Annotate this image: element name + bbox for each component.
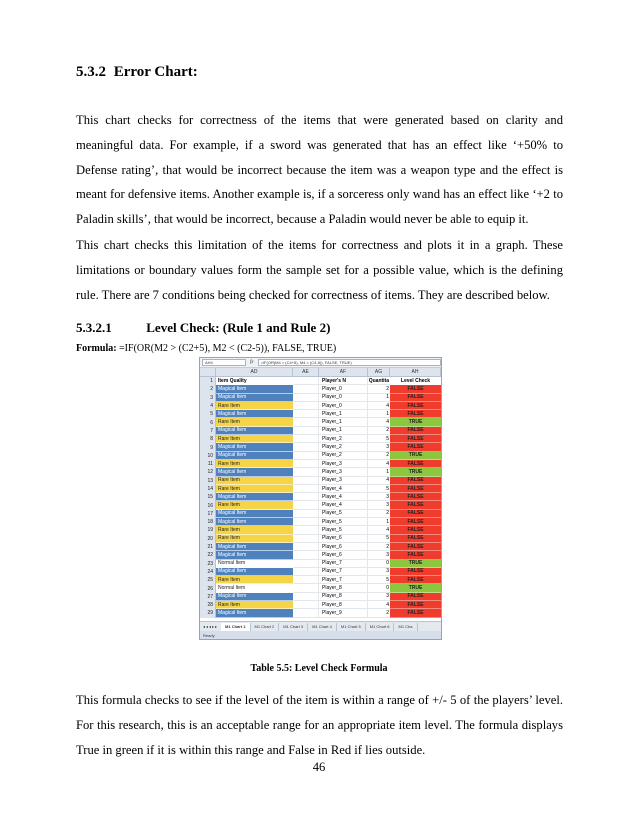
player-cell[interactable]: Player_5 bbox=[319, 510, 368, 518]
level-check-cell[interactable]: FALSE bbox=[390, 593, 441, 601]
section-number: 5.3.2 bbox=[76, 64, 106, 80]
row-number[interactable]: 14 bbox=[200, 485, 216, 493]
quantity-cell[interactable]: 2 bbox=[368, 427, 390, 435]
column-header[interactable]: AG bbox=[368, 368, 390, 376]
item-quality-cell[interactable]: Rare Item bbox=[216, 477, 293, 485]
row-number[interactable]: 28 bbox=[200, 601, 216, 609]
table-row bbox=[200, 526, 441, 534]
sheet-nav-arrows-icon[interactable]: ◂◂◂▸▸ bbox=[203, 624, 219, 629]
player-cell[interactable]: Player_2 bbox=[319, 452, 368, 460]
table-row bbox=[200, 535, 441, 543]
level-check-cell[interactable]: FALSE bbox=[390, 535, 441, 543]
player-cell[interactable]: Player_2 bbox=[319, 435, 368, 443]
level-check-cell[interactable]: FALSE bbox=[390, 477, 441, 485]
quantity-cell[interactable]: 3 bbox=[368, 443, 390, 451]
fx-icon: fx bbox=[250, 360, 254, 365]
subsection-number: 5.3.2.1 bbox=[76, 320, 112, 335]
row-number[interactable]: 10 bbox=[200, 452, 216, 460]
item-quality-cell[interactable]: Rare Item bbox=[216, 402, 293, 410]
table-row bbox=[200, 418, 441, 426]
row-number[interactable]: 11 bbox=[200, 460, 216, 468]
item-quality-cell[interactable]: Normal Item bbox=[216, 584, 293, 592]
quantity-cell[interactable]: 5 bbox=[368, 435, 390, 443]
player-cell[interactable]: Player_3 bbox=[319, 477, 368, 485]
empty-cell[interactable] bbox=[293, 385, 319, 393]
quantity-cell[interactable]: 3 bbox=[368, 501, 390, 509]
empty-cell[interactable] bbox=[293, 410, 319, 418]
player-cell[interactable]: Player_0 bbox=[319, 385, 368, 393]
row-number[interactable]: 23 bbox=[200, 560, 216, 568]
player-cell[interactable]: Player_3 bbox=[319, 460, 368, 468]
table-row bbox=[200, 493, 441, 501]
empty-cell[interactable] bbox=[293, 427, 319, 435]
formula-label: Formula: bbox=[76, 343, 117, 354]
player-cell[interactable]: Player_3 bbox=[319, 468, 368, 476]
table-row bbox=[200, 410, 441, 418]
row-number[interactable]: 15 bbox=[200, 493, 216, 501]
sheet-tab[interactable]: M1 Chart 6 bbox=[366, 623, 395, 631]
empty-cell[interactable] bbox=[293, 485, 319, 493]
quantity-cell[interactable]: 2 bbox=[368, 385, 390, 393]
player-cell[interactable]: Player_8 bbox=[319, 601, 368, 609]
paragraph-intro: This chart checks for correctness of the items that were generated based on clarity and meaningful data. For example, if a sword was generated that has an effect like ‘+50% to Defense rating’, that would be incorrect because the item was a weapon type and the effect is meant for defensive items. Another example is, if a sorceress only wand has an effect like ‘+2 to Paladin skills’, that would be incorrect, because a Paladin would never be able to equip it. bbox=[76, 113, 563, 227]
level-check-cell[interactable]: FALSE bbox=[390, 385, 441, 393]
sheet-tab[interactable]: M1 Cha bbox=[394, 623, 417, 631]
empty-cell[interactable] bbox=[293, 510, 319, 518]
empty-cell[interactable] bbox=[293, 435, 319, 443]
table-row bbox=[200, 551, 441, 559]
player-cell[interactable]: Player_7 bbox=[319, 576, 368, 584]
row-number[interactable]: 6 bbox=[200, 418, 216, 426]
level-check-cell[interactable]: FALSE bbox=[390, 518, 441, 526]
item-quality-cell[interactable]: Magical Item bbox=[216, 452, 293, 460]
empty-cell[interactable] bbox=[293, 543, 319, 551]
empty-cell[interactable] bbox=[293, 584, 319, 592]
level-check-cell[interactable]: FALSE bbox=[390, 427, 441, 435]
formula-bar bbox=[200, 358, 441, 368]
quantity-cell[interactable]: 3 bbox=[368, 568, 390, 576]
row-number[interactable]: 1 bbox=[200, 377, 216, 385]
quantity-cell[interactable]: 1 bbox=[368, 468, 390, 476]
quantity-cell[interactable]: 4 bbox=[368, 477, 390, 485]
player-cell[interactable]: Player_5 bbox=[319, 518, 368, 526]
item-quality-cell[interactable]: Magical Item bbox=[216, 427, 293, 435]
subsection-heading bbox=[76, 320, 330, 336]
quantity-cell[interactable]: 5 bbox=[368, 576, 390, 584]
row-number[interactable]: 25 bbox=[200, 576, 216, 584]
quantity-cell[interactable]: 3 bbox=[368, 493, 390, 501]
table-row bbox=[200, 427, 441, 435]
table-caption: Table 5.5: Level Check Formula bbox=[250, 663, 388, 674]
empty-cell[interactable] bbox=[293, 593, 319, 601]
formula-line bbox=[76, 343, 336, 354]
player-cell[interactable]: Player_4 bbox=[319, 485, 368, 493]
level-check-cell[interactable]: TRUE bbox=[390, 584, 441, 592]
empty-cell[interactable] bbox=[293, 493, 319, 501]
table-row bbox=[200, 510, 441, 518]
quantity-cell[interactable]: 1 bbox=[368, 410, 390, 418]
level-check-cell[interactable]: TRUE bbox=[390, 560, 441, 568]
empty-cell[interactable] bbox=[293, 402, 319, 410]
row-number[interactable]: 9 bbox=[200, 443, 216, 451]
quantity-cell[interactable]: 3 bbox=[368, 593, 390, 601]
formula-bar-input[interactable]: =IF(OR(M4 > (C4+5), M4 < (C4-5)), FALSE, TRUE) bbox=[258, 359, 441, 366]
table-row bbox=[200, 477, 441, 485]
page-number: 46 bbox=[312, 760, 326, 774]
empty-cell[interactable] bbox=[293, 460, 319, 468]
item-quality-cell[interactable]: Magical Item bbox=[216, 394, 293, 402]
item-quality-cell[interactable]: Rare Item bbox=[216, 485, 293, 493]
item-quality-cell[interactable]: Rare Item bbox=[216, 601, 293, 609]
row-number[interactable]: 12 bbox=[200, 468, 216, 476]
quantity-cell[interactable]: 4 bbox=[368, 402, 390, 410]
quantity-cell[interactable]: 4 bbox=[368, 526, 390, 534]
row-number[interactable]: 7 bbox=[200, 427, 216, 435]
player-cell[interactable]: Player_6 bbox=[319, 543, 368, 551]
item-quality-cell[interactable]: Magical Item bbox=[216, 493, 293, 501]
empty-cell[interactable] bbox=[293, 551, 319, 559]
level-check-cell[interactable]: FALSE bbox=[390, 576, 441, 584]
row-number[interactable]: 29 bbox=[200, 609, 216, 617]
row-number[interactable]: 20 bbox=[200, 535, 216, 543]
player-cell[interactable]: Player_7 bbox=[319, 560, 368, 568]
player-cell[interactable]: Player_8 bbox=[319, 593, 368, 601]
column-headers bbox=[200, 368, 441, 377]
player-cell[interactable]: Player_6 bbox=[319, 551, 368, 559]
item-quality-cell[interactable]: Magical Item bbox=[216, 593, 293, 601]
level-check-cell[interactable]: FALSE bbox=[390, 485, 441, 493]
row-number[interactable]: 13 bbox=[200, 477, 216, 485]
row-number[interactable]: 2 bbox=[200, 385, 216, 393]
table-header-row bbox=[200, 377, 441, 385]
row-number[interactable]: 26 bbox=[200, 584, 216, 592]
table-row bbox=[200, 402, 441, 410]
name-box[interactable]: AH4 bbox=[202, 359, 246, 366]
item-quality-cell[interactable]: Rare Item bbox=[216, 435, 293, 443]
table-row bbox=[200, 568, 441, 576]
empty-cell[interactable] bbox=[293, 560, 319, 568]
empty-cell[interactable] bbox=[293, 377, 319, 385]
item-quality-cell[interactable]: Rare Item bbox=[216, 576, 293, 584]
formula-text: =IF(OR(M2 > (C2+5), M2 < (C2-5)), FALSE, TRUE) bbox=[116, 343, 337, 354]
table-row bbox=[200, 593, 441, 601]
player-cell[interactable]: Player_7 bbox=[319, 568, 368, 576]
quantity-cell[interactable]: 5 bbox=[368, 535, 390, 543]
quantity-cell[interactable]: 2 bbox=[368, 543, 390, 551]
player-cell[interactable]: Player_8 bbox=[319, 584, 368, 592]
item-quality-cell[interactable]: Magical Item bbox=[216, 518, 293, 526]
sheet-rows bbox=[200, 377, 441, 618]
section-title: Error Chart: bbox=[113, 64, 198, 80]
paragraph-limitations: This chart checks this limitation of the items for correctness and plots it in a graph. These limitations or boundary values form the sample set for a possible value, which is the defining rule. There are 7 conditions being checked for correctness of items. They are described below. bbox=[76, 238, 563, 302]
subsection-title: Level Check: (Rule 1 and Rule 2) bbox=[146, 320, 331, 335]
row-number[interactable]: 27 bbox=[200, 593, 216, 601]
item-quality-cell[interactable]: Rare Item bbox=[216, 535, 293, 543]
column-header[interactable]: AE bbox=[293, 368, 319, 376]
section-heading bbox=[76, 64, 198, 81]
item-quality-cell[interactable]: Magical Item bbox=[216, 385, 293, 393]
player-cell[interactable]: Player_2 bbox=[319, 443, 368, 451]
sheet-tab[interactable]: M1 Chart 1 bbox=[221, 623, 250, 631]
header-player[interactable]: Player's N bbox=[319, 377, 368, 385]
column-header[interactable]: AH bbox=[390, 368, 441, 376]
item-quality-cell[interactable]: Magical Item bbox=[216, 551, 293, 559]
row-number[interactable]: 8 bbox=[200, 435, 216, 443]
empty-cell[interactable] bbox=[293, 526, 319, 534]
select-all-corner[interactable] bbox=[200, 368, 216, 376]
item-quality-cell[interactable]: Magical Item bbox=[216, 568, 293, 576]
empty-cell[interactable] bbox=[293, 452, 319, 460]
table-row bbox=[200, 435, 441, 443]
table-row bbox=[200, 468, 441, 476]
sheet-tab-bar bbox=[200, 621, 441, 631]
level-check-cell[interactable]: FALSE bbox=[390, 510, 441, 518]
level-check-cell[interactable]: FALSE bbox=[390, 568, 441, 576]
level-check-cell[interactable]: FALSE bbox=[390, 394, 441, 402]
table-row bbox=[200, 394, 441, 402]
level-check-cell[interactable]: FALSE bbox=[390, 410, 441, 418]
header-quantity[interactable]: Quantita bbox=[368, 377, 389, 384]
empty-cell[interactable] bbox=[293, 394, 319, 402]
player-cell[interactable]: Player_0 bbox=[319, 402, 368, 410]
level-check-cell[interactable]: FALSE bbox=[390, 493, 441, 501]
level-check-cell[interactable]: FALSE bbox=[390, 501, 441, 509]
table-row bbox=[200, 485, 441, 493]
empty-cell[interactable] bbox=[293, 501, 319, 509]
player-cell[interactable]: Player_9 bbox=[319, 609, 368, 617]
column-header[interactable]: AF bbox=[319, 368, 368, 376]
level-check-cell[interactable]: FALSE bbox=[390, 526, 441, 534]
quantity-cell[interactable]: 0 bbox=[368, 584, 390, 592]
header-item-quality[interactable]: Item Quality bbox=[216, 377, 293, 385]
player-cell[interactable]: Player_1 bbox=[319, 410, 368, 418]
column-header[interactable]: AD bbox=[216, 368, 293, 376]
item-quality-cell[interactable]: Rare Item bbox=[216, 501, 293, 509]
player-cell[interactable]: Player_5 bbox=[319, 526, 368, 534]
table-row bbox=[200, 601, 441, 609]
quantity-cell[interactable]: 1 bbox=[368, 394, 390, 402]
quantity-cell[interactable]: 2 bbox=[368, 510, 390, 518]
empty-cell[interactable] bbox=[293, 477, 319, 485]
item-quality-cell[interactable]: Rare Item bbox=[216, 418, 293, 426]
empty-cell[interactable] bbox=[293, 518, 319, 526]
player-cell[interactable]: Player_4 bbox=[319, 501, 368, 509]
row-number[interactable]: 22 bbox=[200, 551, 216, 559]
header-level-check[interactable]: Level Check bbox=[390, 377, 441, 385]
item-quality-cell[interactable]: Rare Item bbox=[216, 460, 293, 468]
level-check-cell[interactable]: FALSE bbox=[390, 609, 441, 617]
empty-cell[interactable] bbox=[293, 601, 319, 609]
status-bar: Ready bbox=[200, 631, 441, 639]
empty-cell[interactable] bbox=[293, 418, 319, 426]
level-check-cell[interactable]: FALSE bbox=[390, 543, 441, 551]
empty-cell[interactable] bbox=[293, 609, 319, 617]
level-check-cell[interactable]: FALSE bbox=[390, 443, 441, 451]
table-row bbox=[200, 584, 441, 592]
empty-cell[interactable] bbox=[293, 443, 319, 451]
table-row bbox=[200, 460, 441, 468]
table-row bbox=[200, 452, 441, 460]
quantity-cell[interactable]: 0 bbox=[368, 560, 390, 568]
row-number[interactable]: 17 bbox=[200, 510, 216, 518]
empty-cell[interactable] bbox=[293, 468, 319, 476]
item-quality-cell[interactable]: Magical Item bbox=[216, 410, 293, 418]
empty-cell[interactable] bbox=[293, 576, 319, 584]
sheet-tab[interactable]: M1 Chart 4 bbox=[308, 623, 337, 631]
quantity-cell[interactable]: 2 bbox=[368, 609, 390, 617]
quantity-cell[interactable]: 4 bbox=[368, 460, 390, 468]
level-check-cell[interactable]: TRUE bbox=[390, 418, 441, 426]
table-row bbox=[200, 543, 441, 551]
quantity-cell[interactable]: 4 bbox=[368, 601, 390, 609]
row-number[interactable]: 16 bbox=[200, 501, 216, 509]
player-cell[interactable]: Player_4 bbox=[319, 493, 368, 501]
level-check-cell[interactable]: FALSE bbox=[390, 402, 441, 410]
table-row bbox=[200, 576, 441, 584]
item-quality-cell[interactable]: Magical Item bbox=[216, 510, 293, 518]
player-cell[interactable]: Player_6 bbox=[319, 535, 368, 543]
item-quality-cell[interactable]: Rare Item bbox=[216, 526, 293, 534]
table-row bbox=[200, 443, 441, 451]
level-check-cell[interactable]: TRUE bbox=[390, 452, 441, 460]
level-check-cell[interactable]: TRUE bbox=[390, 468, 441, 476]
quantity-cell[interactable]: 2 bbox=[368, 452, 390, 460]
table-row bbox=[200, 501, 441, 509]
sheet-tab[interactable]: M1 Chart 5 bbox=[337, 623, 366, 631]
item-quality-cell[interactable]: Magical Item bbox=[216, 543, 293, 551]
row-number[interactable]: 24 bbox=[200, 568, 216, 576]
item-quality-cell[interactable]: Magical Item bbox=[216, 468, 293, 476]
player-cell[interactable]: Player_1 bbox=[319, 427, 368, 435]
row-number[interactable]: 19 bbox=[200, 526, 216, 534]
sheet-tab[interactable]: M1 Chart 3 bbox=[279, 623, 308, 631]
item-quality-cell[interactable]: Normal Item bbox=[216, 560, 293, 568]
quantity-cell[interactable]: 5 bbox=[368, 485, 390, 493]
level-check-cell[interactable]: FALSE bbox=[390, 601, 441, 609]
player-cell[interactable]: Player_1 bbox=[319, 418, 368, 426]
row-number[interactable]: 21 bbox=[200, 543, 216, 551]
table-row bbox=[200, 560, 441, 568]
sheet-tab[interactable]: M1 Chart 2 bbox=[251, 623, 280, 631]
row-number[interactable]: 3 bbox=[200, 394, 216, 402]
item-quality-cell[interactable]: Magical Item bbox=[216, 609, 293, 617]
table-row bbox=[200, 518, 441, 526]
table-row bbox=[200, 385, 441, 393]
item-quality-cell[interactable]: Magical Item bbox=[216, 443, 293, 451]
quantity-cell[interactable]: 3 bbox=[368, 551, 390, 559]
paragraph-explanation: This formula checks to see if the level of the item is within a range of +/- 5 of the players’ level. For this research, this is an acceptable range for an appropriate item level. The formula displays True in green if it is within this range and False in Red if lies outside. bbox=[76, 693, 563, 757]
level-check-cell[interactable]: FALSE bbox=[390, 435, 441, 443]
level-check-cell[interactable]: FALSE bbox=[390, 551, 441, 559]
empty-cell[interactable] bbox=[293, 568, 319, 576]
quantity-cell[interactable]: 1 bbox=[368, 518, 390, 526]
player-cell[interactable]: Player_0 bbox=[319, 394, 368, 402]
spreadsheet-screenshot bbox=[199, 357, 442, 640]
quantity-cell[interactable]: 4 bbox=[368, 418, 390, 426]
row-number[interactable]: 18 bbox=[200, 518, 216, 526]
row-number[interactable]: 4 bbox=[200, 402, 216, 410]
table-row bbox=[200, 609, 441, 617]
row-number[interactable]: 5 bbox=[200, 410, 216, 418]
level-check-cell[interactable]: FALSE bbox=[390, 460, 441, 468]
empty-cell[interactable] bbox=[293, 535, 319, 543]
